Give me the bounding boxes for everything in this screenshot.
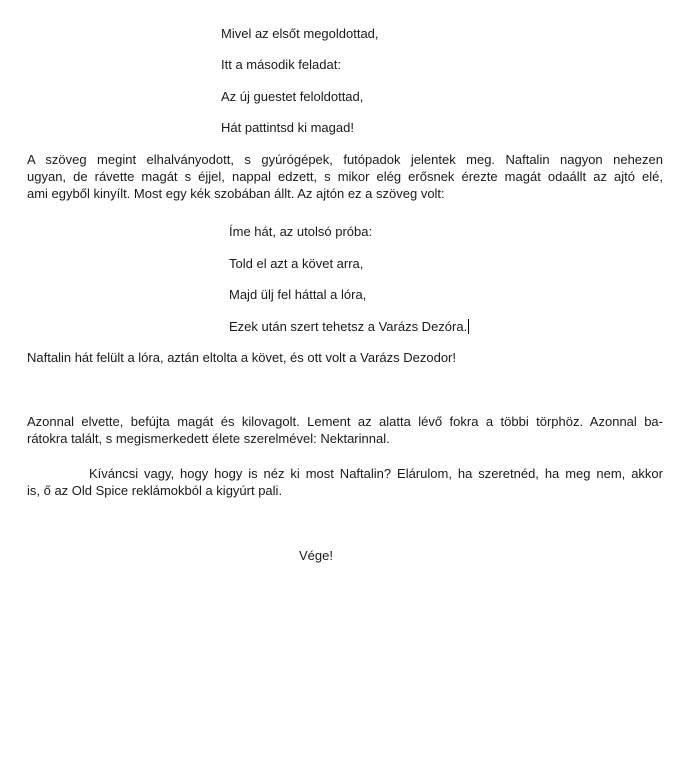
verse2-line-3: Majd ülj fel háttal a lóra,	[229, 287, 367, 302]
paragraph-2: Naftalin hát felült a lóra, aztán eltolta a követ, és ott volt a Varázs Dezodor!	[27, 350, 456, 365]
paragraph-1-line-1: A szöveg megint elhalványodott, s gyúrógépek, futópadok jelentek meg. Naftalin nagyon nehezen	[27, 152, 663, 167]
ending-text: Vége!	[299, 548, 333, 563]
verse1-line-3: Az új guestet feloldottad,	[221, 89, 364, 104]
text-cursor	[468, 319, 469, 334]
paragraph-4-line-1: Kíváncsi vagy, hogy hogy is néz ki most Naftalin? Elárulom, ha szeretnéd, ha meg nem, akkor	[89, 466, 663, 481]
paragraph-4-line-2: is, ő az Old Spice reklámokból a kigyúrt pali.	[27, 483, 283, 498]
paragraph-3	[27, 413, 663, 447]
paragraph-3-line-2: rátokra talált, s megismerkedett élete szerelmével: Nektarinnal.	[27, 431, 390, 446]
paragraph-1-line-2: ugyan, de rávette magát s éjjel, nappal edzett, s mikor elég erősnek érezte magát odaállt az ajtó elé,	[27, 169, 663, 184]
verse2-line-4	[229, 318, 469, 335]
verse2-line-2: Told el azt a követ arra,	[229, 256, 364, 271]
paragraph-4	[27, 465, 663, 499]
verse1-line-4: Hát pattintsd ki magad!	[221, 120, 354, 135]
verse1-line-1: Mivel az elsőt megoldottad,	[221, 26, 379, 41]
paragraph-1-line-3: ami egyből kinyílt. Most egy kék szobában állt. Az ajtón ez a szöveg volt:	[27, 186, 445, 201]
paragraph-3-line-1: Azonnal elvette, befújta magát és kilovagolt. Lement az alatta lévő fokra a többi törphöz. Azonnal ba-	[27, 414, 663, 429]
verse2-line-4-text: Ezek után szert tehetsz a Varázs Dezóra.	[229, 319, 468, 334]
paragraph-1	[27, 151, 663, 202]
verse2-line-1: Íme hát, az utolsó próba:	[229, 224, 373, 239]
verse1-line-2: Itt a második feladat:	[221, 57, 341, 72]
